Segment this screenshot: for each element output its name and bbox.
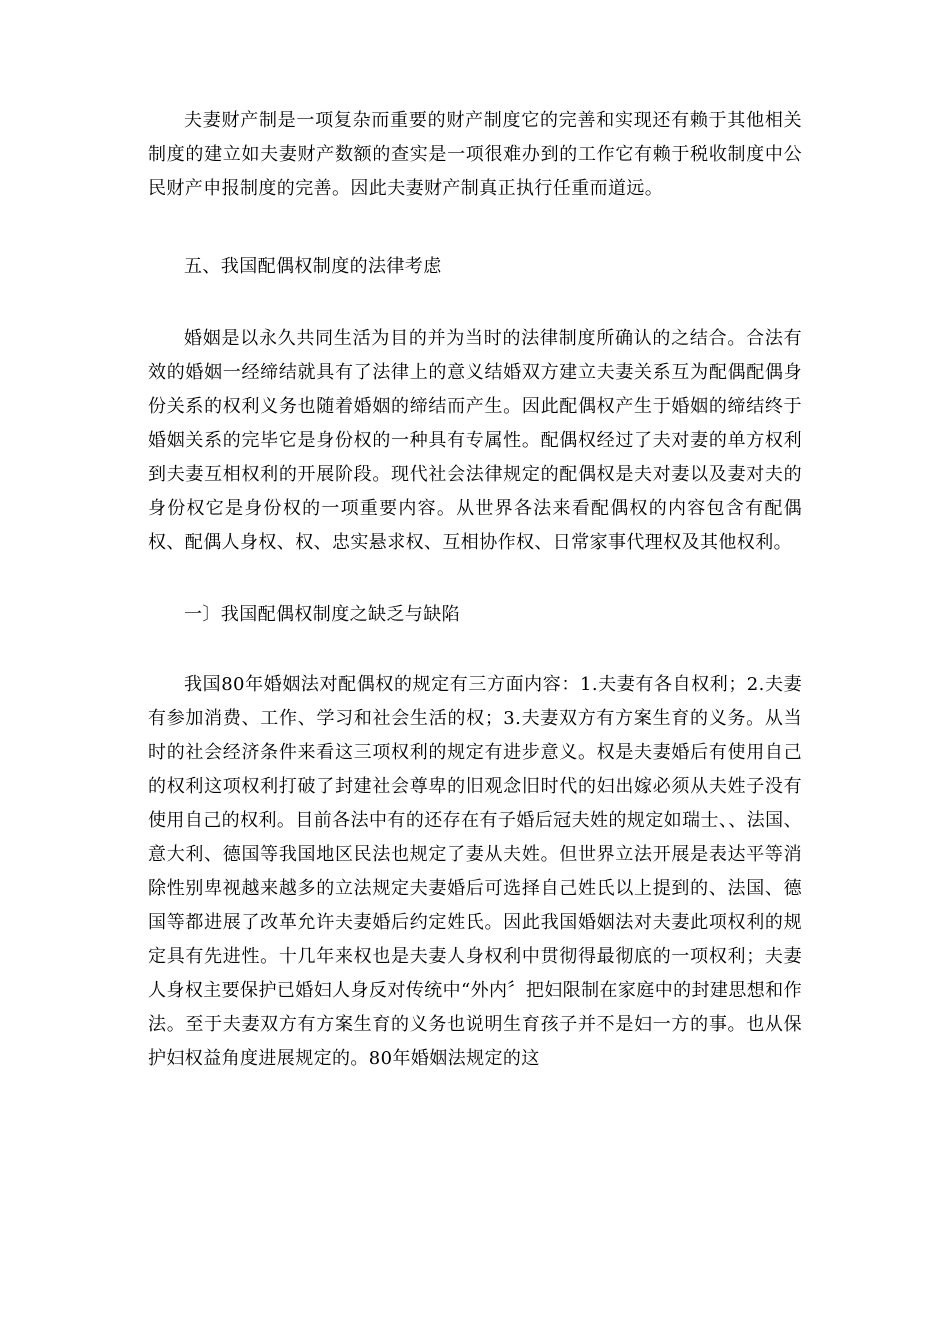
document-body <box>148 104 802 1076</box>
paragraph-marriage-law-1980: 我国80年婚姻法对配偶权的规定有三方面内容：1.夫妻有各自权利；2.夫妻有参加消费、工作、学习和社会生活的权；3.夫妻双方有方案生育的义务。从当时的社会经济条件来看这三项权利的规定有进步意义。权是夫妻婚后有使用自己的权利这项权利打破了封建社会尊卑的旧观念旧时代的妇出嫁必须从夫姓子没有使用自己的权利。目前各法中有的还存在有子婚后冠夫姓的规定如瑞士、、法国、意大利、德国等我国地区民法也规定了妻从夫姓。但世界立法开展是表达平等消除性别卑视越来越多的立法规定夫妻婚后可选择自己姓氏以上提到的、法国、德国等都进展了改革允许夫妻婚后约定姓氏。因此我国婚姻法对夫妻此项权利的规定具有先进性。十几年来权也是夫妻人身权利中贯彻得最彻底的一项权利；夫妻人身权主要保护已婚妇人身反对传统中“外内〞把妇限制在家庭中的封建思想和作法。至于夫妻双方有方案生育的义务也说明生育孩子并不是妇一方的事。也从保护妇权益角度进展规定的。80年婚姻法规定的这 <box>148 674 802 1069</box>
section-heading-spousal-rights: 五、我国配偶权制度的法律考虑 <box>184 256 442 277</box>
paragraph-property-system-conclusion: 夫妻财产制是一项复杂而重要的财产制度它的完善和实现还有赖于其他相关制度的建立如夫妻财产数额的查实是一项很难办到的工作它有赖于税收制度中公民财产申报制度的完善。因此夫妻财产制真正执行任重而道远。 <box>148 110 802 199</box>
subsection-heading-deficiencies: 一〕我国配偶权制度之缺乏与缺陷 <box>184 604 460 625</box>
paragraph-marriage-definition: 婚姻是以永久共同生活为目的并为当时的法律制度所确认的之结合。合法有效的婚姻一经缔结就具有了法律上的意义结婚双方建立夫妻关系互为配偶配偶身份关系的权利义务也随着婚姻的缔结而产生。因此配偶权产生于婚姻的缔结终于婚姻关系的完毕它是身份权的一种具有专属性。配偶权经过了夫对妻的单方权利到夫妻互相权利的开展阶段。现代社会法律规定的配偶权是夫对妻以及妻对夫的身份权它是身份权的一项重要内容。从世界各法来看配偶权的内容包含有配偶权、配偶人身权、权、忠实悬求权、互相协作权、日常家事代理权及其他权利。 <box>148 328 802 553</box>
